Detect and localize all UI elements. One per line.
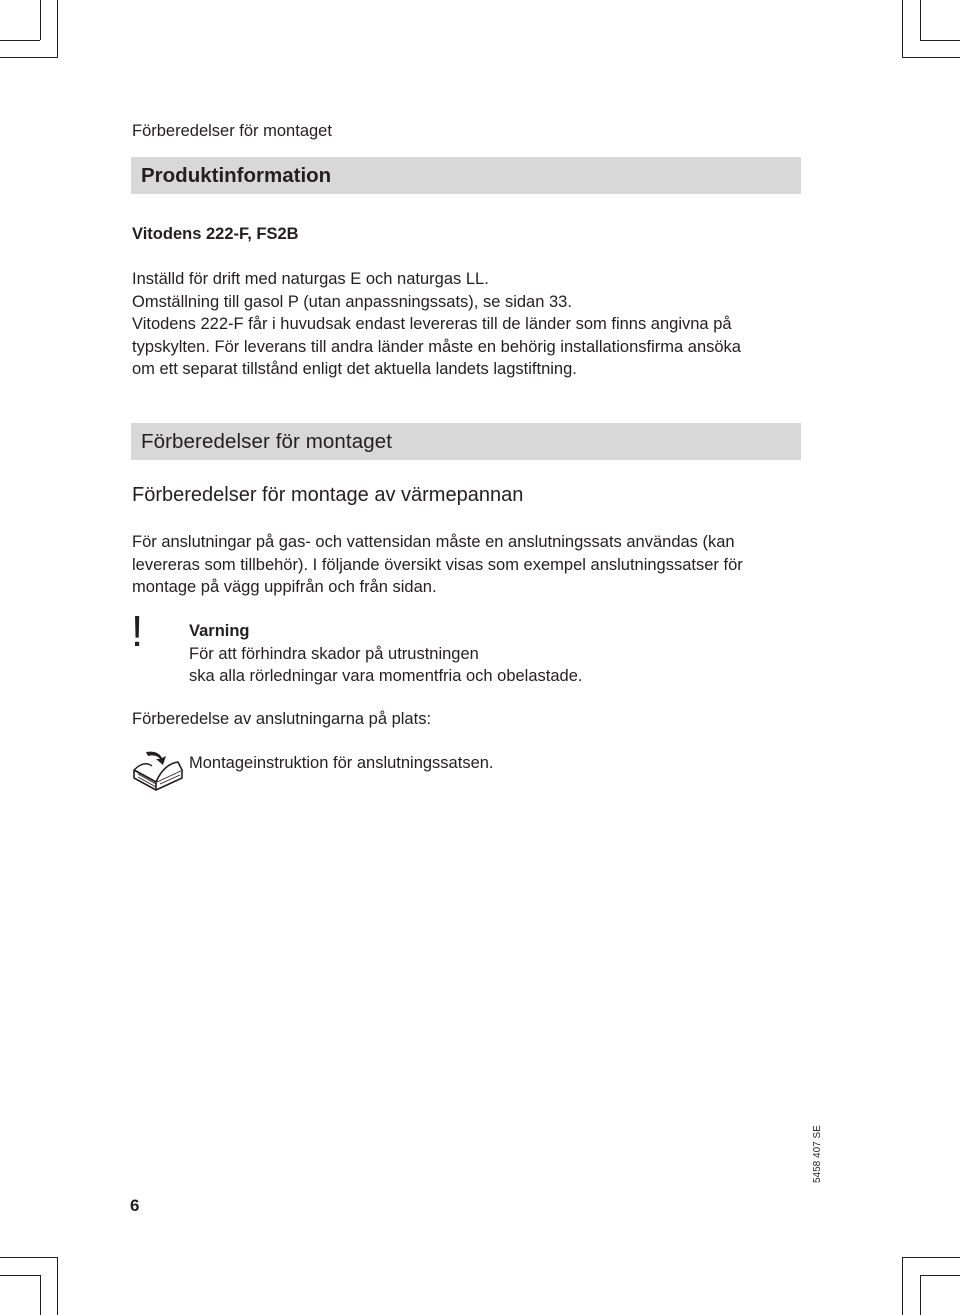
preparation-heading: Förberedelser för montage av värmepannan bbox=[132, 484, 524, 506]
paragraph-line: levereras som tillbehör). I följande översikt visas som exempel anslutningssatser för bbox=[132, 555, 743, 574]
section-band-product-info bbox=[131, 157, 801, 194]
paragraph-line: Omställning till gasol P (utan anpassningssats), se sidan 33. bbox=[132, 292, 572, 311]
warning-title: Varning bbox=[189, 622, 250, 640]
section-title: Produktinformation bbox=[141, 163, 332, 187]
paragraph-line: om ett separat tillstånd enligt det aktuella landets lagstiftning. bbox=[132, 360, 577, 378]
instruction-reference: Montageinstruktion för anslutningssatsen. bbox=[189, 754, 494, 772]
preparation-label: Förberedelse av anslutningarna på plats: bbox=[132, 710, 432, 728]
preparation-paragraph bbox=[132, 531, 812, 599]
page-number: 6 bbox=[130, 1196, 140, 1215]
warning-line: ska alla rörledningar vara momentfria och obelastade. bbox=[189, 667, 583, 685]
section-band-preparations bbox=[131, 423, 801, 460]
section-title: Förberedelser för montaget bbox=[141, 429, 393, 453]
running-title: Förberedelser för montaget bbox=[132, 122, 332, 140]
paragraph-line: typskylten. För leverans till andra länder måste en behörig installationsfirma ansöka bbox=[132, 337, 741, 356]
warning-block bbox=[189, 620, 582, 688]
paragraph-line: Vitodens 222-F får i huvudsak endast levereras till de länder som finns angivna på bbox=[132, 315, 732, 333]
warning-icon: ! bbox=[131, 607, 144, 656]
product-paragraph bbox=[132, 268, 812, 381]
paragraph-line: Inställd för drift med naturgas E och naturgas LL. bbox=[132, 270, 489, 288]
product-subtitle: Vitodens 222-F, FS2B bbox=[132, 225, 299, 243]
paragraph-line: montage på vägg uppifrån och från sidan. bbox=[132, 578, 437, 596]
warning-line: För att förhindra skador på utrustningen bbox=[189, 644, 479, 663]
document-number: 5458 407 SE bbox=[812, 1125, 823, 1183]
paragraph-line: För anslutningar på gas- och vattensidan måste en anslutningssats användas (kan bbox=[132, 533, 735, 551]
instruction-book-icon bbox=[130, 748, 186, 796]
